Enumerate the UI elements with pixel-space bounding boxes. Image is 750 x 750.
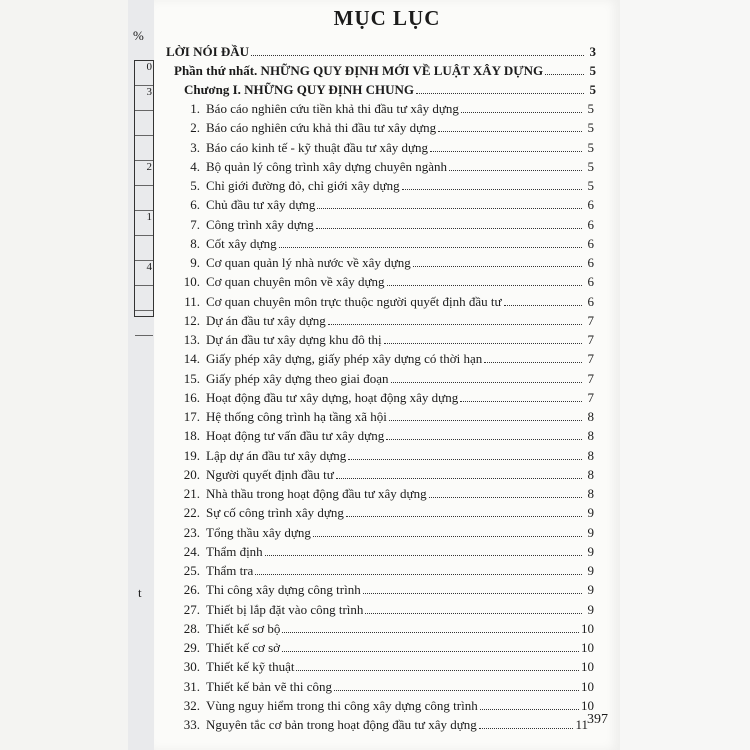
toc-front-line[interactable] bbox=[184, 82, 596, 97]
leader-dots bbox=[416, 93, 584, 94]
toc-entry-title: Thiết bị lắp đặt vào công trình bbox=[206, 601, 364, 617]
toc-entry-title: Thẩm tra bbox=[206, 563, 254, 578]
toc-entry-title: Hoạt động tư vấn đầu tư xây dựng bbox=[206, 428, 385, 444]
leader-dots bbox=[279, 247, 582, 248]
background-right bbox=[620, 0, 750, 750]
toc-entry-title: Thiết kế kỹ thuật bbox=[206, 659, 295, 675]
toc-entry-number: 17. bbox=[183, 409, 200, 424]
toc-entry-number: 32. bbox=[183, 697, 200, 713]
toc-entry-title: Cốt xây dựng bbox=[206, 235, 277, 251]
toc-entry-number: 8. bbox=[190, 235, 200, 251]
toc-entry-title: Thiết kế cơ sở bbox=[206, 640, 281, 655]
toc-entry-title: Giấy phép xây dựng theo giai đoạn bbox=[206, 370, 389, 386]
leader-dots bbox=[328, 324, 582, 325]
toc-entry-page: 6 bbox=[587, 235, 594, 251]
toc-entry-title: Thiết kế sơ bộ bbox=[206, 620, 281, 636]
toc-entry-number: 13. bbox=[183, 332, 200, 347]
toc-entry-title: Lập dự án đầu tư xây dựng bbox=[206, 447, 347, 463]
toc-entry-title: Báo cáo nghiên cứu khả thi đầu tư xây dựng bbox=[206, 120, 437, 136]
toc-entry-page: 10 bbox=[581, 697, 594, 713]
toc-entry-page: 5 bbox=[587, 101, 594, 116]
toc-entry-page: 6 bbox=[587, 293, 594, 309]
toc-entry-number: 18. bbox=[183, 428, 200, 444]
adjacent-table-cell: 3 bbox=[135, 86, 153, 111]
toc-entry-title: Hệ thống công trình hạ tầng xã hội bbox=[206, 409, 387, 424]
toc-entry-page: 8 bbox=[587, 486, 594, 501]
leader-dots bbox=[384, 343, 582, 344]
toc-entry-page: 10 bbox=[581, 620, 594, 636]
toc-entry-title: Giấy phép xây dựng, giấy phép xây dựng có thời hạn bbox=[206, 351, 483, 367]
toc-entry-number: 14. bbox=[183, 351, 200, 367]
adjacent-table-cell bbox=[135, 286, 153, 311]
adjacent-page-table bbox=[134, 60, 154, 317]
toc-entry[interactable] bbox=[176, 525, 594, 540]
toc-entry[interactable] bbox=[176, 371, 594, 386]
leader-dots bbox=[438, 131, 582, 132]
adjacent-table-cell bbox=[135, 311, 153, 336]
leader-dots bbox=[265, 555, 582, 556]
toc-entry-number: 24. bbox=[183, 543, 200, 559]
toc-entry-number: 33. bbox=[183, 717, 200, 732]
leader-dots bbox=[430, 151, 582, 152]
toc-entry-number: 31. bbox=[183, 678, 200, 694]
toc-entry[interactable] bbox=[176, 659, 594, 674]
toc-entry-number: 28. bbox=[183, 620, 200, 636]
toc-entry-page: 8 bbox=[587, 447, 594, 463]
toc-entry-number: 30. bbox=[183, 659, 200, 675]
leader-dots bbox=[316, 228, 582, 229]
toc-entry-number: 15. bbox=[183, 370, 200, 386]
toc-entry[interactable] bbox=[176, 332, 594, 347]
toc-entry-page: 7 bbox=[587, 332, 594, 347]
toc-entry[interactable] bbox=[176, 602, 594, 617]
toc-entry[interactable] bbox=[176, 255, 594, 270]
toc-entry-number: 4. bbox=[190, 158, 200, 174]
toc-entry-number: 25. bbox=[183, 563, 200, 578]
toc-entry[interactable] bbox=[176, 197, 594, 212]
toc-entry-page: 7 bbox=[587, 351, 594, 367]
toc-entry-title: Phần thứ nhất. NHỮNG QUY ĐỊNH MỚI VỀ LUẬT XÂY DỰNG bbox=[174, 63, 544, 78]
toc-entry-page: 5 bbox=[587, 158, 594, 174]
toc-entry[interactable] bbox=[176, 505, 594, 520]
leader-dots bbox=[363, 593, 582, 594]
toc-entry[interactable] bbox=[176, 390, 594, 405]
toc-entry[interactable] bbox=[176, 140, 594, 155]
toc-entry-title: Cơ quan chuyên môn về xây dựng bbox=[206, 274, 385, 290]
toc-entry-page: 10 bbox=[581, 659, 594, 675]
toc-entry[interactable] bbox=[176, 178, 594, 193]
toc-entry-page: 9 bbox=[587, 563, 594, 578]
toc-entry-page: 9 bbox=[587, 524, 594, 540]
toc-entry-number: 9. bbox=[190, 255, 200, 270]
leader-dots bbox=[282, 632, 579, 633]
leader-dots bbox=[504, 305, 582, 306]
adjacent-table-cell bbox=[135, 236, 153, 261]
toc-entry-title: Chương I. NHỮNG QUY ĐỊNH CHUNG bbox=[184, 82, 414, 97]
toc-entry-page: 8 bbox=[587, 466, 594, 482]
leader-dots bbox=[282, 651, 579, 652]
toc-entry-number: 20. bbox=[183, 466, 200, 482]
leader-dots bbox=[346, 516, 582, 517]
toc-entry[interactable] bbox=[176, 351, 594, 366]
toc-entry-page: 6 bbox=[587, 216, 594, 232]
adjacent-table-cell bbox=[135, 111, 153, 136]
toc-entry-page: 7 bbox=[587, 389, 594, 405]
toc-entry-page: 7 bbox=[587, 370, 594, 386]
toc-entry-title: Nhà thầu trong hoạt động đầu tư xây dựng bbox=[206, 486, 427, 501]
toc-entry-title: Chủ đầu tư xây dựng bbox=[206, 197, 316, 213]
toc-front-line[interactable] bbox=[174, 63, 596, 78]
toc-entry-page: 5 bbox=[589, 63, 596, 78]
adjacent-table-cell: 0 bbox=[135, 61, 153, 86]
toc-entry[interactable] bbox=[176, 159, 594, 174]
toc-entry-title: Dự án đầu tư xây dựng bbox=[206, 312, 326, 328]
toc-entry[interactable] bbox=[176, 679, 594, 694]
leader-dots bbox=[480, 709, 579, 710]
leader-dots bbox=[317, 208, 582, 209]
adjacent-table-cell: 4 bbox=[135, 261, 153, 286]
toc-entry-number: 23. bbox=[183, 524, 200, 540]
leader-dots bbox=[545, 74, 584, 75]
toc-entry-page: 7 bbox=[587, 312, 594, 328]
toc-entry[interactable] bbox=[176, 717, 588, 732]
leader-dots bbox=[255, 574, 582, 575]
adjacent-page-edge bbox=[128, 0, 155, 750]
leader-dots bbox=[336, 478, 582, 479]
toc-entry-number: 21. bbox=[183, 486, 200, 501]
leader-dots bbox=[251, 55, 584, 56]
toc-entry-page: 10 bbox=[581, 640, 594, 655]
toc-entry-number: 3. bbox=[190, 139, 200, 155]
toc-entry[interactable] bbox=[176, 621, 594, 636]
leader-dots bbox=[402, 189, 582, 190]
toc-entry[interactable] bbox=[176, 563, 594, 578]
leader-dots bbox=[296, 670, 579, 671]
toc-entry-title: Hoạt động đầu tư xây dựng, hoạt động xây dựng bbox=[206, 389, 459, 405]
toc-entry[interactable] bbox=[176, 217, 594, 232]
toc-entry-page: 5 bbox=[587, 120, 594, 136]
toc-entry-page: 9 bbox=[587, 543, 594, 559]
toc-entry[interactable] bbox=[176, 467, 594, 482]
toc-entry[interactable] bbox=[176, 294, 594, 309]
toc-entry-page: 9 bbox=[587, 582, 594, 598]
toc-entry[interactable] bbox=[176, 544, 594, 559]
toc-entry[interactable] bbox=[176, 486, 594, 501]
leader-dots bbox=[348, 459, 582, 460]
leader-dots bbox=[484, 362, 582, 363]
toc-entry-page: 5 bbox=[587, 139, 594, 155]
toc-entry-title: Báo cáo nghiên cứu tiền khả thi đầu tư xây dựng bbox=[206, 101, 459, 116]
toc-entry-title: Người quyết định đầu tư bbox=[206, 466, 334, 482]
toc-page bbox=[154, 0, 620, 750]
toc-entry-number: 5. bbox=[190, 178, 200, 193]
toc-entry[interactable] bbox=[176, 120, 594, 135]
toc-entry-number: 16. bbox=[183, 389, 200, 405]
toc-entry-number: 7. bbox=[190, 216, 200, 232]
toc-entry[interactable] bbox=[176, 236, 594, 251]
toc-entry-title: Vùng nguy hiểm trong thi công xây dựng công trình bbox=[206, 697, 478, 713]
toc-front-line[interactable] bbox=[166, 44, 596, 59]
leader-dots bbox=[365, 613, 582, 614]
page-title: MỤC LỤC bbox=[333, 6, 441, 30]
toc-entry-title: Nguyên tắc cơ bản trong hoạt động đầu tư xây dựng bbox=[206, 717, 477, 732]
adjacent-page-mark: t bbox=[138, 585, 142, 600]
toc-entry[interactable] bbox=[176, 582, 594, 597]
toc-entry-number: 2. bbox=[190, 120, 200, 136]
toc-entry[interactable] bbox=[176, 448, 594, 463]
toc-entry-title: Thiết kế bản vẽ thi công bbox=[206, 678, 332, 694]
leader-dots bbox=[429, 497, 582, 498]
toc-entry-page: 5 bbox=[589, 82, 596, 97]
adjacent-table-cell: 2 bbox=[135, 161, 153, 186]
leader-dots bbox=[460, 401, 582, 402]
leader-dots bbox=[334, 690, 579, 691]
toc-entry-title: Cơ quan chuyên môn trực thuộc người quyết định đầu tư bbox=[206, 293, 502, 309]
toc-entry-number: 19. bbox=[183, 447, 200, 463]
toc-entry-page: 9 bbox=[587, 505, 594, 521]
toc-entry[interactable] bbox=[176, 101, 594, 116]
leader-dots bbox=[461, 112, 582, 113]
toc-entry-page: 11 bbox=[575, 717, 588, 732]
toc-entry-number: 10. bbox=[183, 274, 200, 290]
toc-entry-page: 3 bbox=[589, 44, 596, 59]
toc-entry-title: Thẩm định bbox=[206, 543, 263, 559]
toc-entry-title: Chỉ giới đường đỏ, chỉ giới xây dựng bbox=[206, 178, 400, 193]
toc-entry-number: 6. bbox=[190, 197, 200, 213]
leader-dots bbox=[313, 536, 582, 537]
toc-entry-title: Báo cáo kinh tế - kỹ thuật đầu tư xây dựng bbox=[206, 139, 429, 155]
page-number: 397 bbox=[587, 712, 608, 727]
toc-entry-page: 6 bbox=[587, 274, 594, 290]
toc-entry[interactable] bbox=[176, 640, 594, 655]
toc-entry-number: 11. bbox=[184, 293, 200, 309]
leader-dots bbox=[449, 170, 582, 171]
toc-entry-title: Tổng thầu xây dựng bbox=[206, 524, 311, 540]
toc-entry-title: Cơ quan quản lý nhà nước về xây dựng bbox=[206, 255, 411, 270]
toc-entry-page: 9 bbox=[587, 601, 594, 617]
toc-entry-page: 8 bbox=[587, 428, 594, 444]
adjacent-table-cell bbox=[135, 186, 153, 211]
toc-entry-number: 29. bbox=[183, 640, 200, 655]
toc-entry-title: Dự án đầu tư xây dựng khu đô thị bbox=[206, 332, 382, 347]
toc-entry-page: 6 bbox=[587, 197, 594, 213]
toc-entry-page: 5 bbox=[587, 178, 594, 193]
toc-entry-title: Thi công xây dựng công trình bbox=[206, 582, 361, 598]
toc-entry-number: 22. bbox=[183, 505, 200, 521]
toc-entry-title: Sự cố công trình xây dựng bbox=[206, 505, 344, 521]
toc-entry[interactable] bbox=[176, 313, 594, 328]
leader-dots bbox=[387, 285, 582, 286]
adjacent-table-cell: 1 bbox=[135, 211, 153, 236]
toc-entry[interactable] bbox=[176, 409, 594, 424]
toc-entry-number: 1. bbox=[190, 101, 200, 116]
leader-dots bbox=[389, 420, 582, 421]
toc-entry-page: 6 bbox=[587, 255, 594, 270]
leader-dots bbox=[386, 439, 582, 440]
toc-entry-title: Công trình xây dựng bbox=[206, 216, 314, 232]
toc-entry-number: 27. bbox=[183, 601, 200, 617]
adjacent-page-percent: % bbox=[133, 28, 144, 43]
toc-entry-title: LỜI NÓI ĐẦU bbox=[166, 44, 250, 59]
toc-entry[interactable] bbox=[176, 274, 594, 289]
toc-entry[interactable] bbox=[176, 428, 594, 443]
toc-entry-number: 12. bbox=[183, 312, 200, 328]
toc-entry-title: Bộ quản lý công trình xây dựng chuyên ngành bbox=[206, 158, 448, 174]
toc-entry-page: 8 bbox=[587, 409, 594, 424]
leader-dots bbox=[479, 728, 574, 729]
toc-entry[interactable] bbox=[176, 698, 594, 713]
toc-entry-number: 26. bbox=[183, 582, 200, 598]
toc-entry-page: 10 bbox=[581, 678, 594, 694]
leader-dots bbox=[391, 382, 582, 383]
leader-dots bbox=[413, 266, 582, 267]
adjacent-table-cell bbox=[135, 136, 153, 161]
